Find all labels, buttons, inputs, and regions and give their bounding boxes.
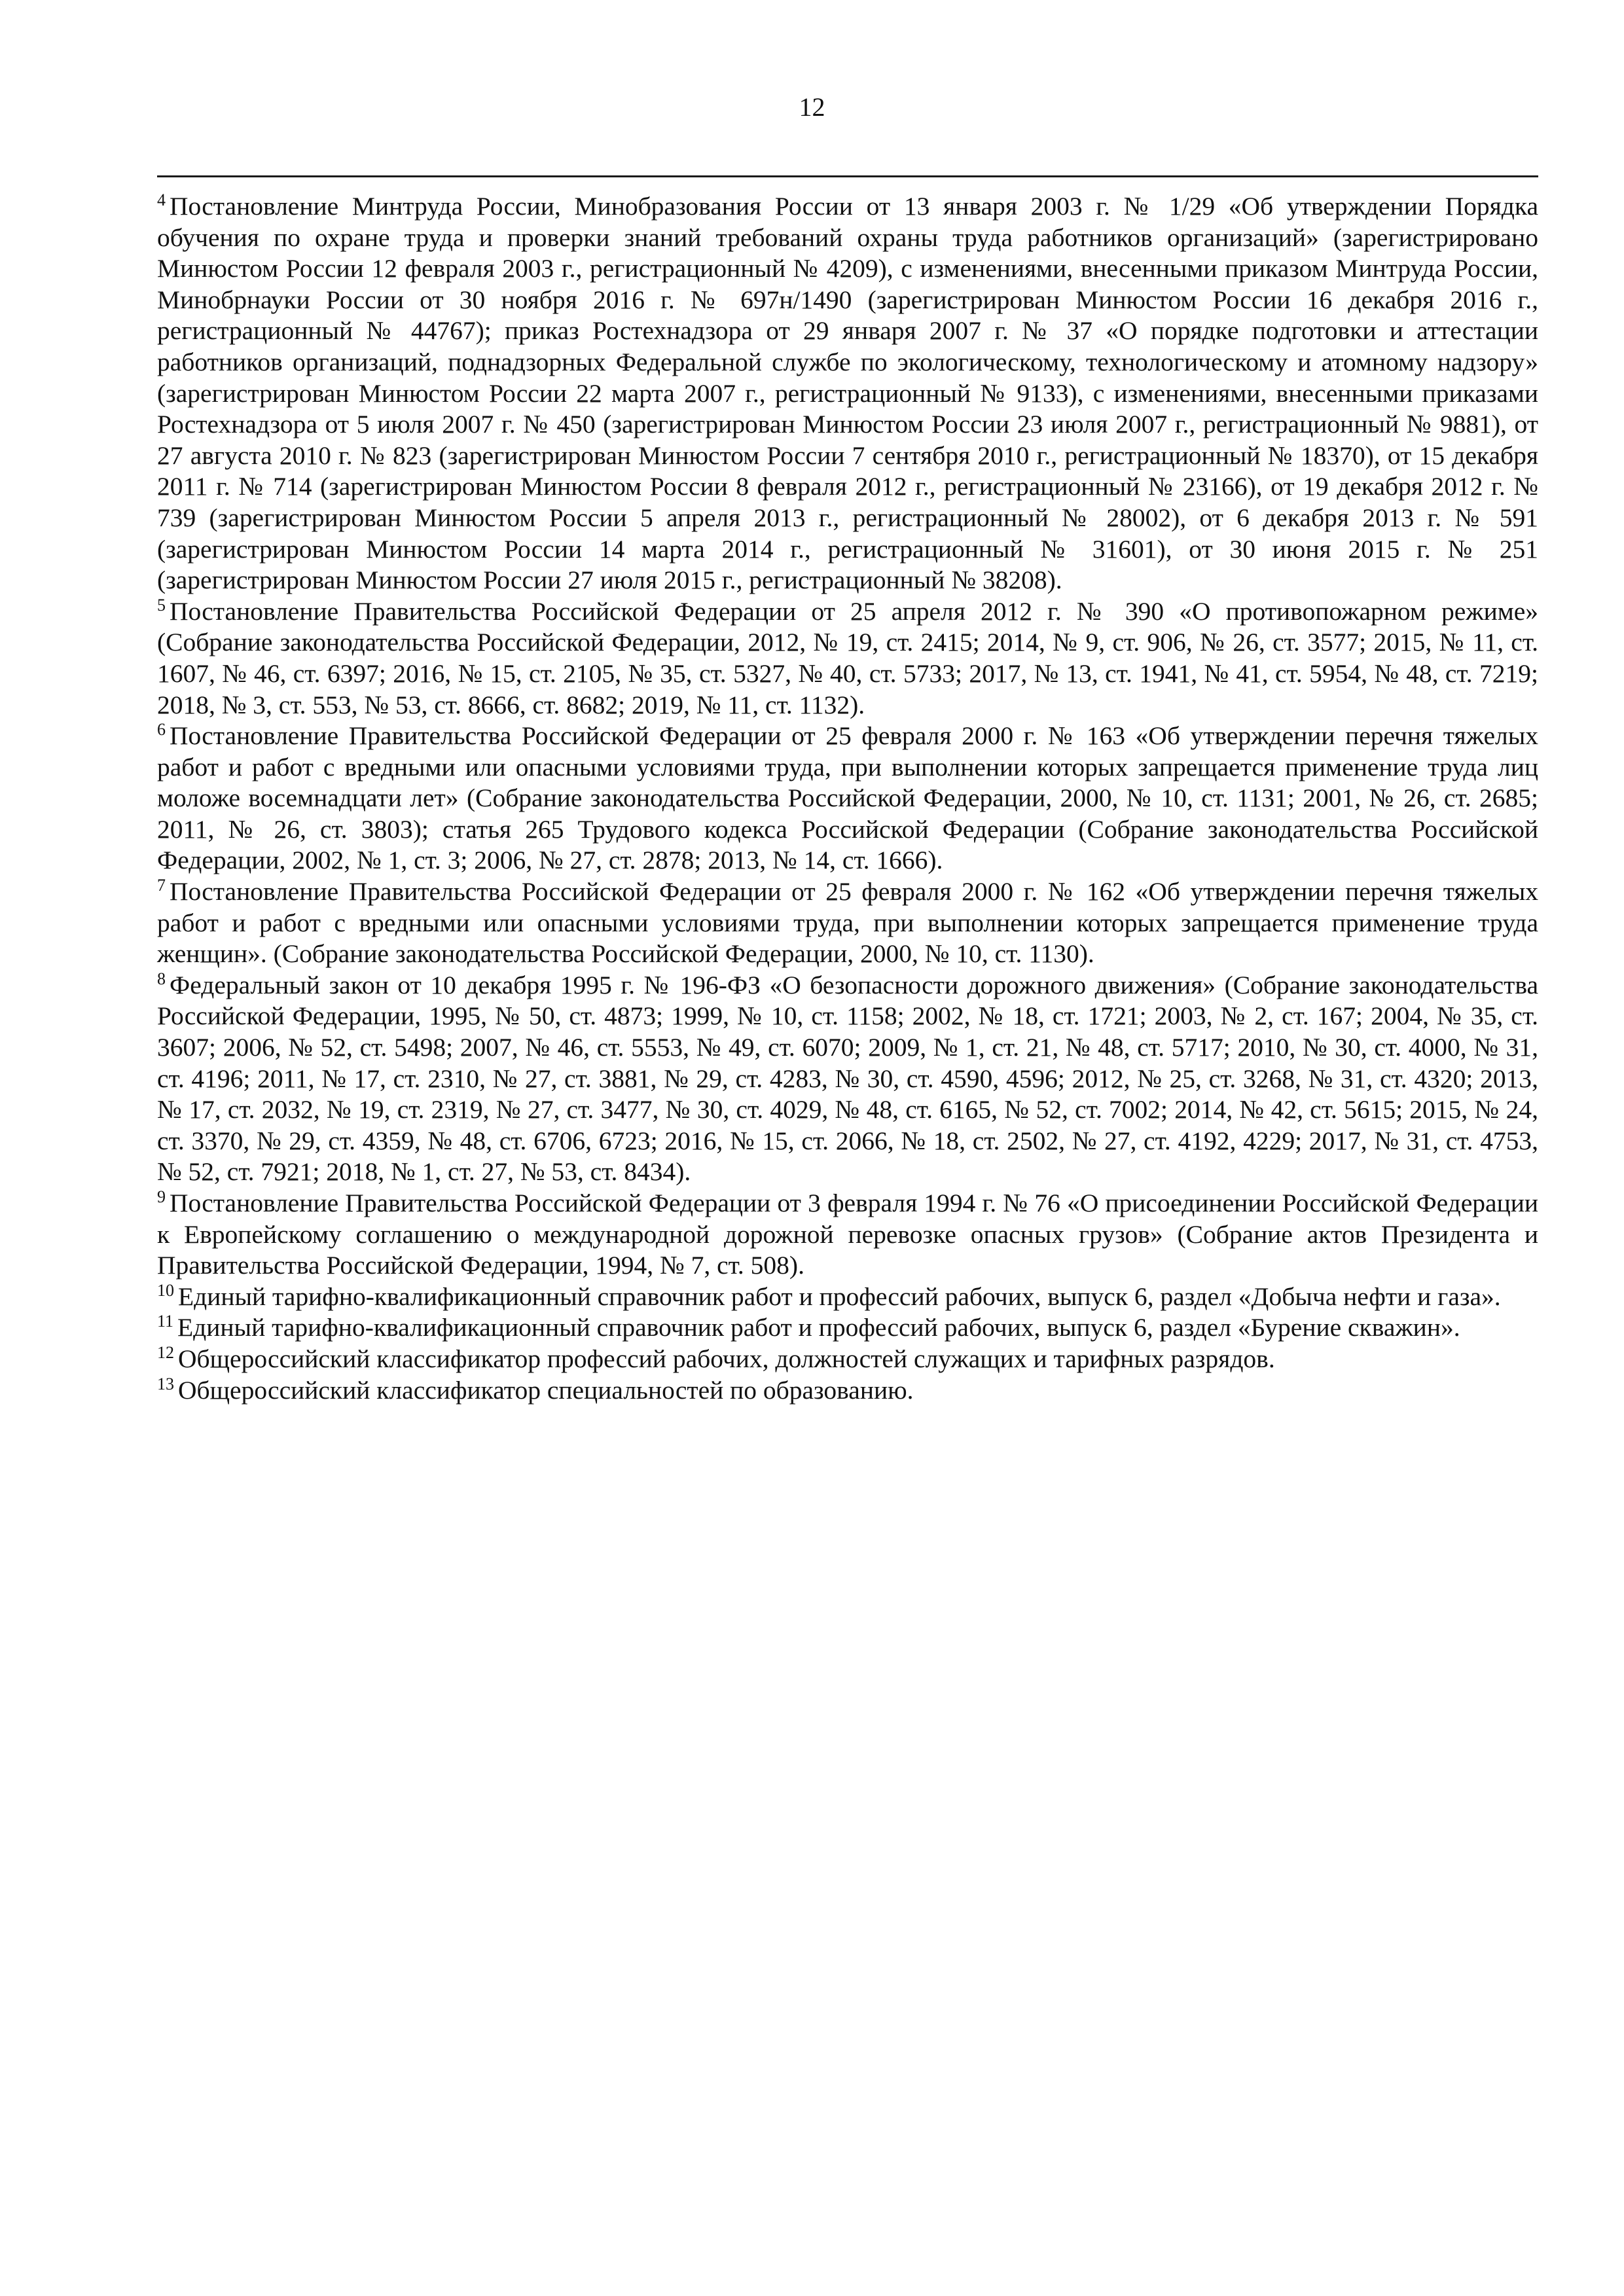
footnote xyxy=(157,1375,1538,1407)
footnote xyxy=(157,1282,1538,1313)
footnote-text: Постановление Минтруда России, Минобразования России от 13 января 2003 г. № 1/29 «Об утверждении Порядка обучения по охране труда и проверки знаний требований охраны труда работников организаций» (зарегистрировано Минюстом России 12 февраля 2003 г., регистрационный № 4209), с изменениями, внесенными приказом Минтруда России, Минобрнауки России от 30 ноября 2016 г. № 697н/1490 (зарегистрирован Минюстом России 16 декабря 2016 г., регистрационный № 44767); приказ Ростехнадзора от 29 января 2007 г. № 37 «О порядке подготовки и аттестации работников организаций, поднадзорных Федеральной службе по экологическому, технологическому и атомному надзору» (зарегистрирован Минюстом России 22 марта 2007 г., регистрационный № 9133), с изменениями, внесенными приказами Ростехнадзора от 5 июля 2007 г. № 450 (зарегистрирован Минюстом России 23 июля 2007 г., регистрационный № 9881), от 27 августа 2010 г. № 823 (зарегистрирован Минюстом России 7 сентября 2010 г., регистрационный № 18370), от 15 декабря 2011 г. № 714 (зарегистрирован Минюстом России 8 февраля 2012 г., регистрационный № 23166), от 19 декабря 2012 г. № 739 (зарегистрирован Минюстом России 5 апреля 2013 г., регистрационный № 28002), от 6 декабря 2013 г. № 591 (зарегистрирован Минюстом России 14 марта 2014 г., регистрационный № 31601), от 30 июня 2015 г. № 251 (зарегистрирован Минюстом России 27 июля 2015 г., регистрационный № 38208). xyxy=(157,192,1538,595)
footnote-number: 4 xyxy=(157,190,166,209)
footnote-number: 7 xyxy=(157,876,166,895)
footnote xyxy=(157,1344,1538,1375)
footnote xyxy=(157,596,1538,721)
footnote-text: Единый тарифно-квалификационный справочник работ и профессий рабочих, выпуск 6, раздел «Бурение скважин». xyxy=(177,1313,1460,1342)
footnote-number: 10 xyxy=(157,1280,174,1300)
footnote-text: Общероссийский классификатор профессий рабочих, должностей служащих и тарифных разрядов. xyxy=(178,1344,1275,1373)
footnote-number: 8 xyxy=(157,969,166,988)
footnotes-list xyxy=(157,191,1538,1406)
footnote xyxy=(157,970,1538,1188)
footnote-text: Постановление Правительства Российской Федерации от 25 февраля 2000 г. № 163 «Об утверждении перечня тяжелых работ и работ с вредными или опасными условиями труда, при выполнении которых запрещается применение труда лиц моложе восемнадцати лет» (Собрание законодательства Российской Федерации, 2000, № 10, ст. 1131; 2001, № 26, ст. 2685; 2011, № 26, ст. 3803); статья 265 Трудового кодекса Российской Федерации (Собрание законодательства Российской Федерации, 2002, № 1, ст. 3; 2006, № 27, ст. 2878; 2013, № 14, ст. 1666). xyxy=(157,721,1538,875)
footnote xyxy=(157,721,1538,876)
footnote-text: Единый тарифно-квалификационный справочник работ и профессий рабочих, выпуск 6, раздел «Добыча нефти и газа». xyxy=(178,1282,1501,1311)
footnote-number: 6 xyxy=(157,720,166,740)
page-number: 12 xyxy=(799,92,825,122)
footnote-separator xyxy=(157,175,1538,177)
footnote-text: Постановление Правительства Российской Федерации от 25 февраля 2000 г. № 162 «Об утверждении перечня тяжелых работ и работ с вредными или опасными условиями труда, при выполнении которых запрещается применение труда женщин». (Собрание законодательства Российской Федерации, 2000, № 10, ст. 1130). xyxy=(157,877,1538,969)
footnote-text: Федеральный закон от 10 декабря 1995 г. № 196-ФЗ «О безопасности дорожного движения» (Собрание законодательства Российской Федерации, 1995, № 50, ст. 4873; 1999, № 10, ст. 1158; 2002, № 18, ст. 1721; 2003, № 2, ст. 167; 2004, № 35, ст. 3607; 2006, № 52, ст. 5498; 2007, № 46, ст. 5553, № 49, ст. 6070; 2009, № 1, ст. 21, № 48, ст. 5717; 2010, № 30, ст. 4000, № 31, ст. 4196; 2011, № 17, ст. 2310, № 27, ст. 3881, № 29, ст. 4283, № 30, ст. 4590, 4596; 2012, № 25, ст. 3268, № 31, ст. 4320; 2013, № 17, ст. 2032, № 19, ст. 2319, № 27, ст. 3477, № 30, ст. 4029, № 48, ст. 6165, № 52, ст. 7002; 2014, № 42, ст. 5615; 2015, № 24, ст. 3370, № 29, ст. 4359, № 48, ст. 6706, 6723; 2016, № 15, ст. 2066, № 18, ст. 2502, № 27, ст. 4192, 4229; 2017, № 31, ст. 4753, № 52, ст. 7921; 2018, № 1, ст. 27, № 53, ст. 8434). xyxy=(157,970,1538,1187)
footnote-number: 9 xyxy=(157,1187,166,1206)
footnote-number: 11 xyxy=(157,1312,174,1331)
footnote-text: Постановление Правительства Российской Федерации от 25 апреля 2012 г. № 390 «О противопожарном режиме» (Собрание законодательства Российской Федерации, 2012, № 19, ст. 2415; 2014, № 9, ст. 906, № 26, ст. 3577; 2015, № 11, ст. 1607, № 46, ст. 6397; 2016, № 15, ст. 2105, № 35, ст. 5327, № 40, ст. 5733; 2017, № 13, ст. 1941, № 41, ст. 5954, № 48, ст. 7219; 2018, № 3, ст. 553, № 53, ст. 8666, ст. 8682; 2019, № 11, ст. 1132). xyxy=(157,596,1538,719)
footnote xyxy=(157,1188,1538,1282)
footnote xyxy=(157,1312,1538,1344)
footnote-number: 12 xyxy=(157,1342,174,1362)
footnote-text: Общероссийский классификатор специальностей по образованию. xyxy=(178,1375,914,1405)
footnote-number: 13 xyxy=(157,1374,174,1393)
footnote xyxy=(157,876,1538,970)
footnote-text: Постановление Правительства Российской Федерации от 3 февраля 1994 г. № 76 «О присоединении Российской Федерации к Европейскому соглашению о международной дорожной перевозке опасных грузов» (Собрание актов Президента и Правительства Российской Федерации, 1994, № 7, ст. 508). xyxy=(157,1189,1538,1280)
footnote xyxy=(157,191,1538,596)
footnote-number: 5 xyxy=(157,595,166,615)
